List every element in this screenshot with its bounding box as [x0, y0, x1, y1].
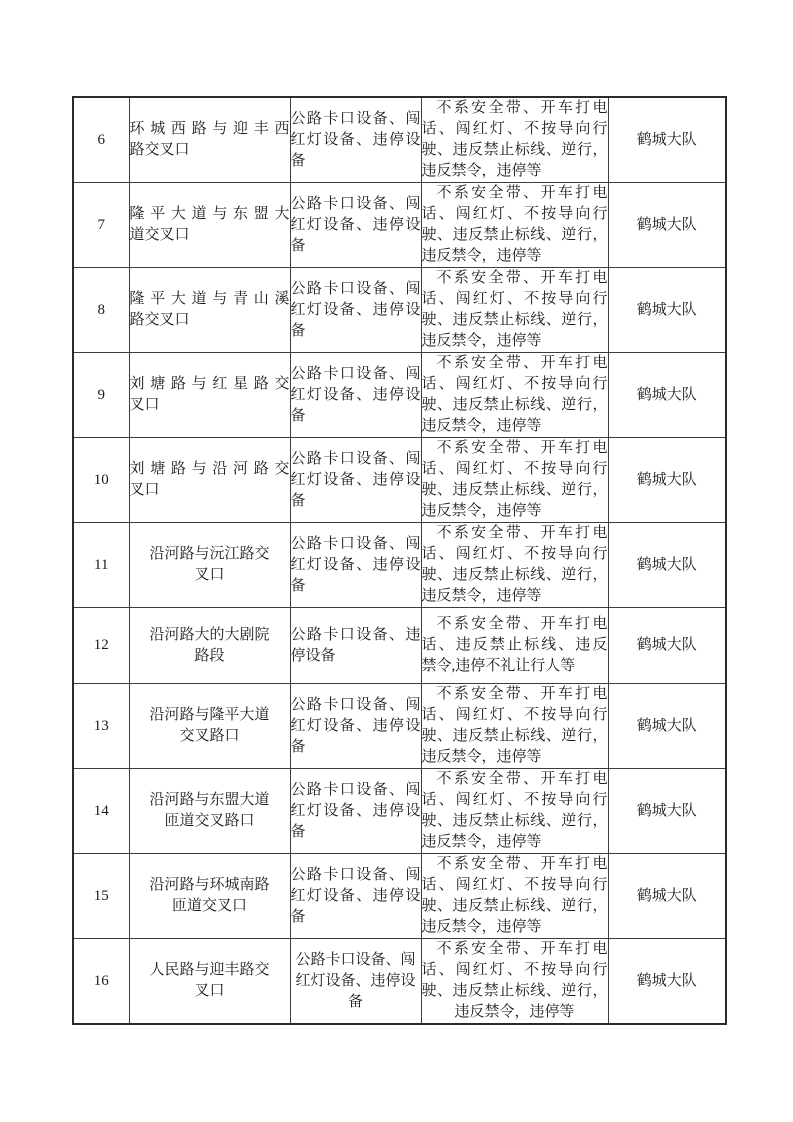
- violations-cell: [421, 684, 608, 769]
- location-cell: [129, 608, 290, 684]
- violations-cell: [421, 97, 608, 183]
- unit-cell: [608, 523, 726, 608]
- equipment-cell: [290, 438, 421, 523]
- text-line: 道交叉口: [129, 227, 190, 243]
- equipment-cell: [290, 854, 421, 939]
- text-line: 备: [290, 738, 306, 755]
- text-line: 红灯设备、违停设: [290, 386, 421, 403]
- equipment-cell: [290, 769, 421, 854]
- text-line: 鹤城大队: [636, 637, 697, 653]
- text-line: 鹤城大队: [636, 972, 697, 989]
- text-line: 隆平大道与东盟大: [129, 206, 290, 222]
- violations-cell: [421, 939, 608, 1025]
- text-line: 违反禁令，违停等: [421, 248, 542, 264]
- text-line: 备: [290, 577, 306, 594]
- text-line: 话、闯红灯、不按导向行: [421, 461, 608, 477]
- text-line: 红灯设备、违停设: [290, 216, 421, 233]
- text-line: 环城西路与迎丰西: [129, 121, 290, 137]
- text-line: 公路卡口设备、闯: [290, 866, 421, 883]
- row-number-cell: [73, 268, 129, 353]
- text-line: 不系安全带、开车打电: [436, 941, 608, 957]
- text-line: 7: [97, 216, 105, 233]
- text-line: 备: [290, 823, 306, 840]
- table-row: [73, 438, 726, 523]
- text-line: 不系安全带、开车打电: [436, 185, 608, 201]
- text-line: 匝道交叉路口: [164, 813, 255, 829]
- text-line: 话、闯红灯、不按导向行: [421, 877, 608, 893]
- location-cell: [129, 97, 290, 183]
- text-line: 违反禁令，违停等: [421, 919, 542, 935]
- text-line: 沿河路与环城南路: [149, 877, 270, 893]
- violations-cell: [421, 183, 608, 268]
- text-line: 9: [97, 386, 105, 403]
- text-line: 违反禁令，违停等: [421, 163, 542, 179]
- text-line: 备: [290, 908, 306, 925]
- text-line: 沿河路与沅江路交: [149, 546, 270, 562]
- unit-cell: [608, 438, 726, 523]
- text-line: 停设备: [290, 647, 336, 664]
- enforcement-table: [72, 96, 727, 1025]
- location-cell: [129, 268, 290, 353]
- text-line: 不系安全带、开车打电: [436, 616, 608, 632]
- text-line: 叉口: [194, 983, 225, 999]
- row-number-cell: [73, 684, 129, 769]
- equipment-cell: [290, 523, 421, 608]
- table-row: [73, 97, 726, 183]
- text-line: 不系安全带、开车打电: [436, 270, 608, 286]
- text-line: 违反禁令，违停等: [421, 749, 542, 765]
- text-line: 鹤城大队: [636, 471, 697, 488]
- violations-cell: [421, 268, 608, 353]
- unit-cell: [608, 684, 726, 769]
- row-number-cell: [73, 353, 129, 438]
- text-line: 交叉路口: [179, 728, 240, 744]
- text-line: 公路卡口设备、闯: [290, 280, 421, 297]
- text-line: 驶、违反禁止标线、逆行，: [421, 482, 608, 498]
- text-line: 不系安全带、开车打电: [436, 686, 608, 702]
- row-number-cell: [73, 523, 129, 608]
- unit-cell: [608, 268, 726, 353]
- equipment-cell: [290, 608, 421, 684]
- table-row: [73, 523, 726, 608]
- row-number-cell: [73, 438, 129, 523]
- text-line: 沿河路大的大剧院: [149, 626, 270, 643]
- unit-cell: [608, 183, 726, 268]
- location-cell: [129, 523, 290, 608]
- row-number-cell: [73, 183, 129, 268]
- text-line: 备: [290, 322, 306, 339]
- table-row: [73, 183, 726, 268]
- text-line: 公路卡口设备、闯: [290, 365, 421, 382]
- text-line: 沿河路与隆平大道: [149, 707, 270, 723]
- text-line: 鹤城大队: [636, 301, 697, 318]
- unit-cell: [608, 608, 726, 684]
- table-row: [73, 684, 726, 769]
- text-line: 鹤城大队: [636, 556, 697, 573]
- text-line: 红灯设备、违停设: [295, 972, 416, 989]
- text-line: 驶、违反禁止标线、逆行，: [421, 728, 608, 744]
- location-cell: [129, 684, 290, 769]
- text-line: 刘塘路与沿河路交: [129, 461, 290, 477]
- text-line: 驶、违反禁止标线、逆行，: [421, 813, 608, 829]
- violations-cell: [421, 769, 608, 854]
- text-line: 驶、违反禁止标线、逆行，: [421, 898, 608, 914]
- text-line: 鹤城大队: [636, 216, 697, 233]
- location-cell: [129, 854, 290, 939]
- equipment-cell: [290, 268, 421, 353]
- text-line: 不系安全带、开车打电: [436, 856, 608, 872]
- location-cell: [129, 438, 290, 523]
- text-line: 公路卡口设备、闯: [290, 195, 421, 212]
- row-number-cell: [73, 769, 129, 854]
- text-line: 驶、违反禁止标线、逆行，: [421, 312, 608, 328]
- text-line: 鹤城大队: [636, 717, 697, 734]
- text-line: 备: [290, 237, 306, 254]
- enforcement-table-body: [73, 97, 726, 1024]
- violations-cell: [421, 438, 608, 523]
- text-line: 违反禁令，违停等: [421, 333, 542, 349]
- row-number-cell: [73, 854, 129, 939]
- text-line: 不系安全带、开车打电: [436, 525, 608, 541]
- text-line: 话、闯红灯、不按导向行: [421, 707, 608, 723]
- text-line: 红灯设备、违停设: [290, 887, 421, 904]
- text-line: 违反禁令，违停等: [454, 1004, 575, 1020]
- text-line: 备: [290, 407, 306, 424]
- text-line: 鹤城大队: [636, 887, 697, 904]
- equipment-cell: [290, 939, 421, 1025]
- text-line: 鹤城大队: [636, 131, 697, 148]
- text-line: 话、闯红灯、不按导向行: [421, 121, 608, 137]
- text-line: 话、闯红灯、不按导向行: [421, 546, 608, 562]
- text-line: 违反禁令，违停等: [421, 503, 542, 519]
- text-line: 路交叉口: [129, 142, 190, 158]
- unit-cell: [608, 769, 726, 854]
- violations-cell: [421, 854, 608, 939]
- text-line: 16: [93, 972, 109, 989]
- violations-cell: [421, 353, 608, 438]
- text-line: 红灯设备、违停设: [290, 131, 421, 148]
- row-number-cell: [73, 608, 129, 684]
- location-cell: [129, 769, 290, 854]
- text-line: 沿河路与东盟大道: [149, 792, 270, 808]
- text-line: 不系安全带、开车打电: [436, 355, 608, 371]
- text-line: 8: [97, 301, 105, 318]
- equipment-cell: [290, 684, 421, 769]
- text-line: 叉口: [129, 482, 160, 498]
- text-line: 驶、违反禁止标线、逆行，: [421, 567, 608, 583]
- table-row: [73, 939, 726, 1025]
- table-row: [73, 353, 726, 438]
- text-line: 15: [93, 887, 109, 904]
- text-line: 叉口: [129, 397, 160, 413]
- text-line: 驶、违反禁止标线、逆行，: [421, 983, 608, 999]
- text-line: 公路卡口设备、闯: [290, 535, 421, 552]
- text-line: 红灯设备、违停设: [290, 556, 421, 573]
- text-line: 红灯设备、违停设: [290, 471, 421, 488]
- text-line: 驶、违反禁止标线、逆行，: [421, 397, 608, 413]
- text-line: 公路卡口设备、闯: [290, 696, 421, 713]
- equipment-cell: [290, 353, 421, 438]
- text-line: 备: [290, 152, 306, 169]
- table-row: [73, 854, 726, 939]
- text-line: 公路卡口设备、闯: [295, 951, 416, 968]
- location-cell: [129, 939, 290, 1025]
- table-row: [73, 268, 726, 353]
- text-line: 驶、违反禁止标线、逆行，: [421, 142, 608, 158]
- text-line: 不系安全带、开车打电: [436, 771, 608, 787]
- text-line: 14: [93, 802, 109, 819]
- text-line: 红灯设备、违停设: [290, 301, 421, 318]
- unit-cell: [608, 353, 726, 438]
- unit-cell: [608, 97, 726, 183]
- text-line: 红灯设备、违停设: [290, 717, 421, 734]
- text-line: 话、违反禁止标线、违反: [421, 637, 608, 653]
- table-row: [73, 769, 726, 854]
- text-line: 备: [290, 492, 306, 509]
- text-line: 路段: [194, 647, 225, 664]
- text-line: 话、闯红灯、不按导向行: [421, 962, 608, 978]
- unit-cell: [608, 939, 726, 1025]
- text-line: 10: [93, 471, 109, 488]
- text-line: 红灯设备、违停设: [290, 802, 421, 819]
- text-line: 备: [347, 993, 363, 1010]
- text-line: 11: [94, 556, 109, 573]
- equipment-cell: [290, 97, 421, 183]
- text-line: 公路卡口设备、闯: [290, 110, 421, 127]
- text-line: 违反禁令，违停等: [421, 834, 542, 850]
- violations-cell: [421, 523, 608, 608]
- text-line: 路交叉口: [129, 312, 190, 328]
- text-line: 隆平大道与青山溪: [129, 291, 290, 307]
- text-line: 话、闯红灯、不按导向行: [421, 206, 608, 222]
- text-line: 话、闯红灯、不按导向行: [421, 792, 608, 808]
- text-line: 违反禁令，违停等: [421, 588, 542, 604]
- text-line: 12: [93, 637, 109, 653]
- text-line: 刘塘路与红星路交: [129, 376, 290, 392]
- text-line: 话、闯红灯、不按导向行: [421, 291, 608, 307]
- text-line: 禁令,违停不礼让行人等: [421, 658, 576, 674]
- location-cell: [129, 353, 290, 438]
- text-line: 驶、违反禁止标线、逆行，: [421, 227, 608, 243]
- text-line: 鹤城大队: [636, 386, 697, 403]
- row-number-cell: [73, 97, 129, 183]
- text-line: 公路卡口设备、违: [290, 626, 421, 643]
- text-line: 话、闯红灯、不按导向行: [421, 376, 608, 392]
- text-line: 公路卡口设备、闯: [290, 781, 421, 798]
- text-line: 匝道交叉口: [171, 898, 247, 914]
- location-cell: [129, 183, 290, 268]
- text-line: 人民路与迎丰路交: [149, 962, 270, 978]
- text-line: 6: [97, 131, 105, 148]
- text-line: 13: [93, 717, 109, 734]
- unit-cell: [608, 854, 726, 939]
- text-line: 违反禁令，违停等: [421, 418, 542, 434]
- text-line: 公路卡口设备、闯: [290, 450, 421, 467]
- table-row: [73, 608, 726, 684]
- text-line: 不系安全带、开车打电: [436, 100, 608, 116]
- text-line: 鹤城大队: [636, 802, 697, 819]
- violations-cell: [421, 608, 608, 684]
- text-line: 叉口: [194, 567, 225, 583]
- equipment-cell: [290, 183, 421, 268]
- text-line: 不系安全带、开车打电: [436, 440, 608, 456]
- row-number-cell: [73, 939, 129, 1025]
